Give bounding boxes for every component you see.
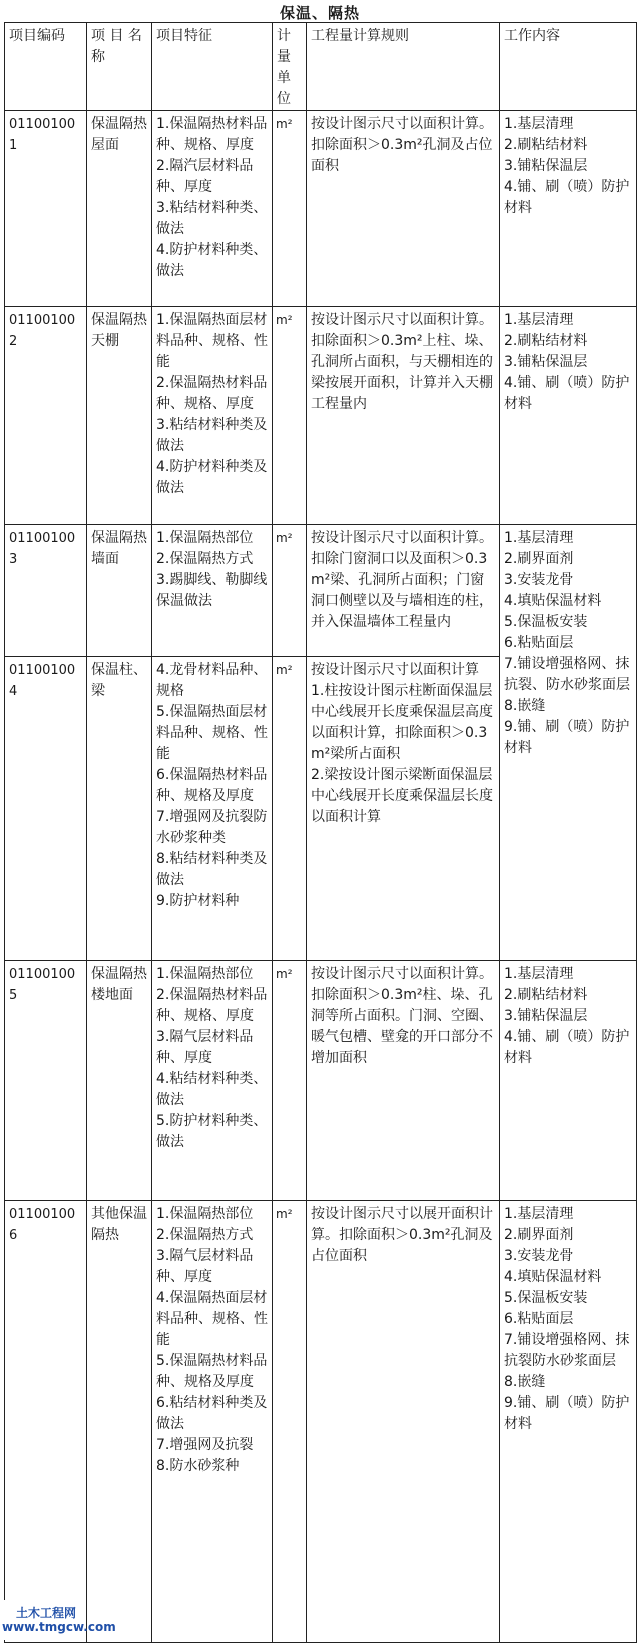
header-unit: 计量单位 [273, 23, 307, 111]
work-line: 3.安装龙骨 [504, 572, 574, 588]
feature-line: 2.隔汽层材料品种、厚度 [156, 158, 254, 195]
header-row [5, 23, 637, 111]
feature-line: 2.保温隔热方式 [156, 551, 254, 567]
feature-line: 7.增强网及抗裂防水砂浆种类 [156, 809, 268, 846]
feature-line: 4.防护材料种类及做法 [156, 459, 268, 496]
item-unit: m² [273, 1201, 307, 1643]
item-code: 011001001 [5, 111, 87, 307]
feature-line: 8.防水砂浆种 [156, 1458, 240, 1474]
feature-line: 7.增强网及抗裂 [156, 1437, 254, 1453]
item-unit: m² [273, 307, 307, 525]
item-unit: m² [273, 111, 307, 307]
watermark-url: www.tmgcw.com [2, 1620, 116, 1634]
feature-line: 8.粘结材料种类及做法 [156, 851, 268, 888]
work-line: 2.刷粘结材料 [504, 137, 588, 153]
work-line: 7.铺设增强格网、抹抗裂、防水砂浆面层 [504, 656, 630, 693]
work-line: 1.基层清理 [504, 116, 574, 132]
feature-line: 2.保温隔热方式 [156, 1227, 254, 1243]
item-name: 保温隔热天棚 [87, 307, 152, 525]
item-work [500, 1201, 637, 1643]
work-line: 2.刷界面剂 [504, 551, 574, 567]
work-line: 9.铺、刷（喷）防护材料 [504, 1395, 630, 1432]
item-name: 保温隔热楼地面 [87, 961, 152, 1201]
table-row [5, 111, 637, 307]
work-line: 8.嵌缝 [504, 1374, 546, 1390]
work-line: 4.铺、刷（喷）防护材料 [504, 1029, 630, 1066]
item-name: 保温柱、梁 [87, 657, 152, 961]
header-features: 项目特征 [152, 23, 273, 111]
work-line: 9.铺、刷（喷）防护材料 [504, 719, 630, 756]
work-line: 4.填贴保温材料 [504, 1269, 602, 1285]
feature-line: 3.粘结材料种类、做法 [156, 200, 268, 237]
header-work: 工作内容 [500, 23, 637, 111]
work-line: 4.填贴保温材料 [504, 593, 602, 609]
header-rule: 工程量计算规则 [307, 23, 500, 111]
feature-line: 6.保温隔热材料品种、规格及厚度 [156, 767, 268, 804]
item-work [500, 111, 637, 307]
item-features [152, 111, 273, 307]
rule-line: 按设计图示尺寸以面积计算 [311, 662, 479, 678]
item-features [152, 961, 273, 1201]
header-code: 项目编码 [5, 23, 87, 111]
item-code: 011001004 [5, 657, 87, 961]
work-line: 1.基层清理 [504, 530, 574, 546]
feature-line: 2.保温隔热材料品种、规格、厚度 [156, 987, 268, 1024]
item-code: 011001002 [5, 307, 87, 525]
item-code: 011001006 [5, 1201, 87, 1643]
work-line: 1.基层清理 [504, 966, 574, 982]
header-name: 项 目 名称 [87, 23, 152, 111]
feature-line: 5.保温隔热材料品种、规格及厚度 [156, 1353, 268, 1390]
feature-line: 4.防护材料种类、做法 [156, 242, 268, 279]
feature-line: 4.龙骨材料品种、规格 [156, 662, 268, 699]
feature-line: 2.保温隔热材料品种、规格、厚度 [156, 375, 268, 412]
work-line: 1.基层清理 [504, 312, 574, 328]
work-line: 6.粘贴面层 [504, 1311, 574, 1327]
item-rule: 按设计图示尺寸以面积计算。扣除面积＞0.3m²上柱、垛、孔洞所占面积，与天棚相连的梁按展开面积，计算并入天棚工程量内 [307, 307, 500, 525]
feature-line: 3.踢脚线、勒脚线保温做法 [156, 572, 268, 609]
item-name: 保温隔热墙面 [87, 525, 152, 657]
item-rule [307, 657, 500, 961]
feature-line: 3.粘结材料种类及做法 [156, 417, 268, 454]
feature-line: 9.防护材料种 [156, 893, 240, 909]
work-line: 3.铺粘保温层 [504, 1008, 588, 1024]
item-unit: m² [273, 525, 307, 657]
item-rule: 按设计图示尺寸以展开面积计算。扣除面积＞0.3m²孔洞及占位面积 [307, 1201, 500, 1643]
watermark-site-name: 土木工程网 [16, 1606, 77, 1620]
item-name: 保温隔热屋面 [87, 111, 152, 307]
feature-line: 4.粘结材料种类、做法 [156, 1071, 268, 1108]
work-line: 6.粘贴面层 [504, 635, 574, 651]
table-row [5, 961, 637, 1201]
item-features [152, 307, 273, 525]
rule-line: 1.柱按设计图示柱断面保温层中心线展开长度乘保温层高度以面积计算，扣除面积＞0.3m²梁所占面积 [311, 683, 493, 762]
item-code: 011001005 [5, 961, 87, 1201]
item-features [152, 1201, 273, 1643]
work-line: 7.铺设增强格网、抹抗裂防水砂浆面层 [504, 1332, 630, 1369]
work-line: 2.刷粘结材料 [504, 333, 588, 349]
item-code: 011001003 [5, 525, 87, 657]
feature-line: 4.保温隔热面层材料品种、规格、性能 [156, 1290, 268, 1348]
item-features [152, 525, 273, 657]
feature-line: 5.保温隔热面层材料品种、规格、性能 [156, 704, 268, 762]
work-line: 3.铺粘保温层 [504, 158, 588, 174]
work-line: 3.铺粘保温层 [504, 354, 588, 370]
feature-line: 1.保温隔热部位 [156, 530, 254, 546]
feature-line: 5.防护材料种类、做法 [156, 1113, 268, 1150]
work-line: 4.铺、刷（喷）防护材料 [504, 179, 630, 216]
work-line: 5.保温板安装 [504, 614, 588, 630]
feature-line: 1.保温隔热部位 [156, 966, 254, 982]
table-row [5, 307, 637, 525]
work-line: 2.刷界面剂 [504, 1227, 574, 1243]
work-line: 1.基层清理 [504, 1206, 574, 1222]
item-unit: m² [273, 961, 307, 1201]
item-rule: 按设计图示尺寸以面积计算。扣除门窗洞口以及面积＞0.3m²梁、孔洞所占面积；门窗洞口侧壁以及与墙相连的柱，并入保温墙体工程量内 [307, 525, 500, 657]
item-work [500, 961, 637, 1201]
item-name: 其他保温隔热 [87, 1201, 152, 1643]
feature-line: 1.保温隔热面层材料品种、规格、性能 [156, 312, 268, 370]
page-title: 保温、隔热 [279, 4, 360, 22]
work-line: 3.安装龙骨 [504, 1248, 574, 1264]
work-line: 2.刷粘结材料 [504, 987, 588, 1003]
item-work [500, 525, 637, 961]
rule-line: 2.梁按设计图示梁断面保温层中心线展开长度乘保温层长度以面积计算 [311, 767, 493, 825]
work-line: 4.铺、刷（喷）防护材料 [504, 375, 630, 412]
feature-line: 1.保温隔热材料品种、规格、厚度 [156, 116, 268, 153]
feature-line: 3.隔气层材料品种、厚度 [156, 1029, 254, 1066]
table-row [5, 1201, 637, 1643]
table-row [5, 525, 637, 657]
item-rule: 按设计图示尺寸以面积计算。扣除面积＞0.3m²柱、垛、孔洞等所占面积。门洞、空圈、暖气包槽、壁龛的开口部分不增加面积 [307, 961, 500, 1201]
feature-line: 6.粘结材料种类及做法 [156, 1395, 268, 1432]
feature-line: 3.隔气层材料品种、厚度 [156, 1248, 254, 1285]
item-rule: 按设计图示尺寸以面积计算。扣除面积＞0.3m²孔洞及占位面积 [307, 111, 500, 307]
item-features [152, 657, 273, 961]
bill-table [4, 22, 637, 1643]
item-work [500, 307, 637, 525]
work-line: 8.嵌缝 [504, 698, 546, 714]
item-unit: m² [273, 657, 307, 961]
work-line: 5.保温板安装 [504, 1290, 588, 1306]
feature-line: 1.保温隔热部位 [156, 1206, 254, 1222]
